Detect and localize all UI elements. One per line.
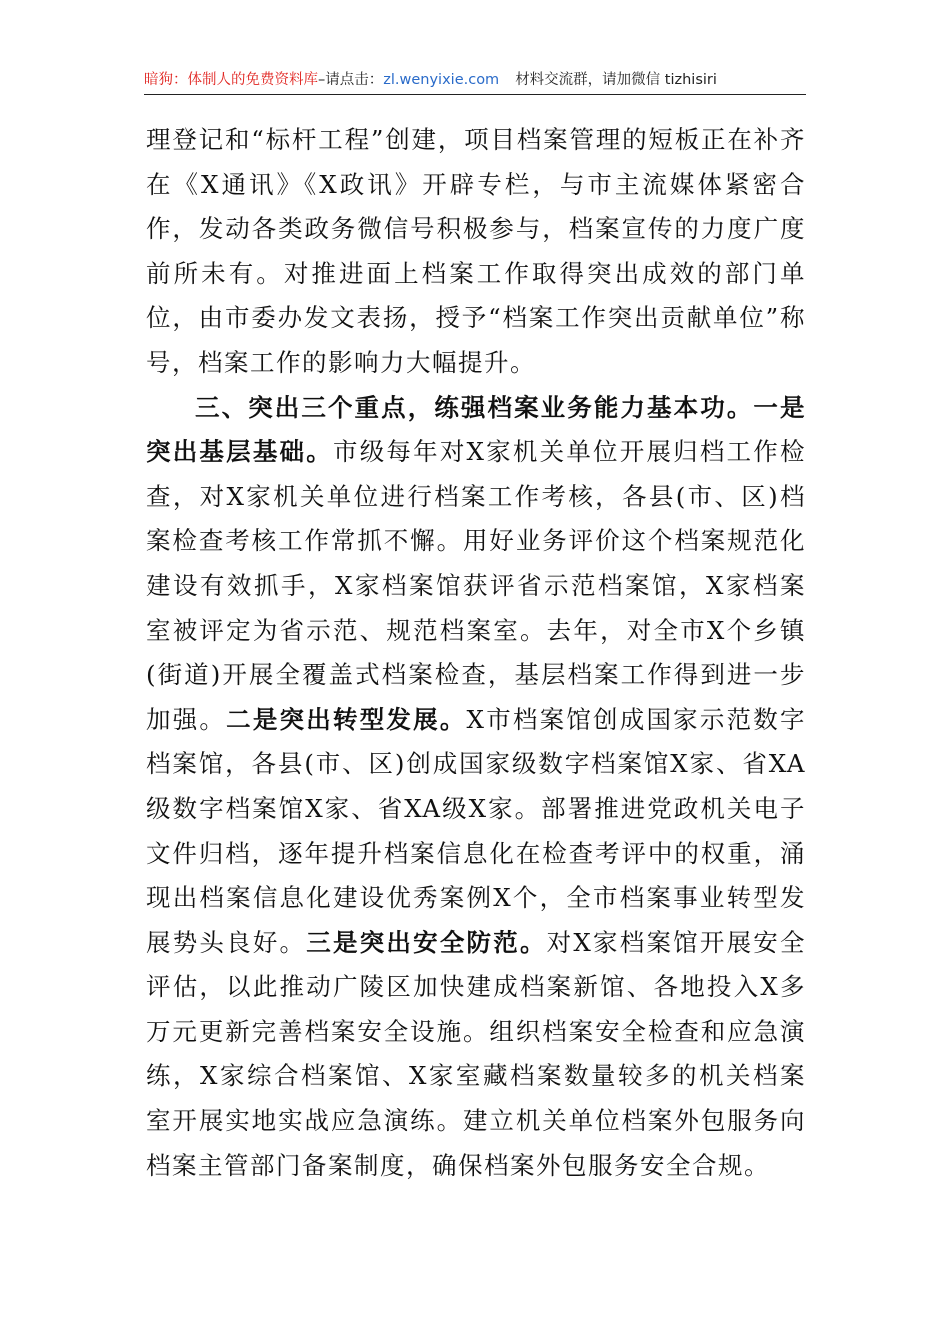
subpoint-3-text: 对X家档案馆开展安全评估，以此推动广陵区加快建成档案新馆、各地投入X多万元更新完善档案安全设施。组织档案安全检查和应急演练，X家综合档案馆、X家室藏档案数量较多的机关档案室开展实地实战应急演练。建立机关单位档案外包服务向档案主管部门备案制度，确保档案外包服务安全合规。 <box>146 927 807 1180</box>
subpoint-1-title: 一是突出基层基础。 <box>146 392 807 467</box>
contact-info: 材料交流群，请加微信 tizhisiri <box>515 72 717 88</box>
section-heading: 三、突出三个重点，练强档案业务能力基本功。 <box>195 392 754 422</box>
paragraph-1: 理登记和“标杆工程”创建，项目档案管理的短板正在补齐在《X通讯》《X政讯》开辟专栏，与市主流媒体紧密合作，发动各类政务微信号积极参与，档案宣传的力度广度前所未有。对推进面上档案工作取得突出成效的部门单位，由市委办发文表扬，授予“档案工作突出贡献单位”称号，档案工作的影响力大幅提升。 <box>146 125 806 377</box>
subpoint-3-title: 三是突出安全防范。 <box>306 927 547 957</box>
document-body <box>146 118 806 1188</box>
site-url-link[interactable]: zl.wenyixie.com <box>383 72 500 88</box>
subpoint-2-title: 二是突出转型发展。 <box>226 704 467 734</box>
click-prompt: –请点击： <box>318 72 384 88</box>
subpoint-1-text: 市级每年对X家机关单位开展归档工作检查，对X家机关单位进行档案工作考核，各县(市、区)档案检查考核工作常抓不懈。用好业务评价这个档案规范化建设有效抓手，X家档案馆获评省示范档案馆，X家档案室被评定为省示范、规范档案室。去年，对全市X个乡镇(街道)开展全覆盖式档案检查，基层档案工作得到进一步加强。 <box>146 437 806 734</box>
subpoint-2-text: X市档案馆创成国家示范数字档案馆，各县(市、区)创成国家级数字档案馆X家、省XA级数字档案馆X家、省XA级X家。部署推进党政机关电子文件归档，逐年提升档案信息化在检查考评中的权重，涌现出档案信息化建设优秀案例X个，全市档案事业转型发展势头良好。 <box>146 704 807 957</box>
page-header <box>144 66 806 95</box>
site-name: 暗狗：体制人的免费资料库 <box>144 72 318 88</box>
paragraph-2 <box>146 386 806 1189</box>
